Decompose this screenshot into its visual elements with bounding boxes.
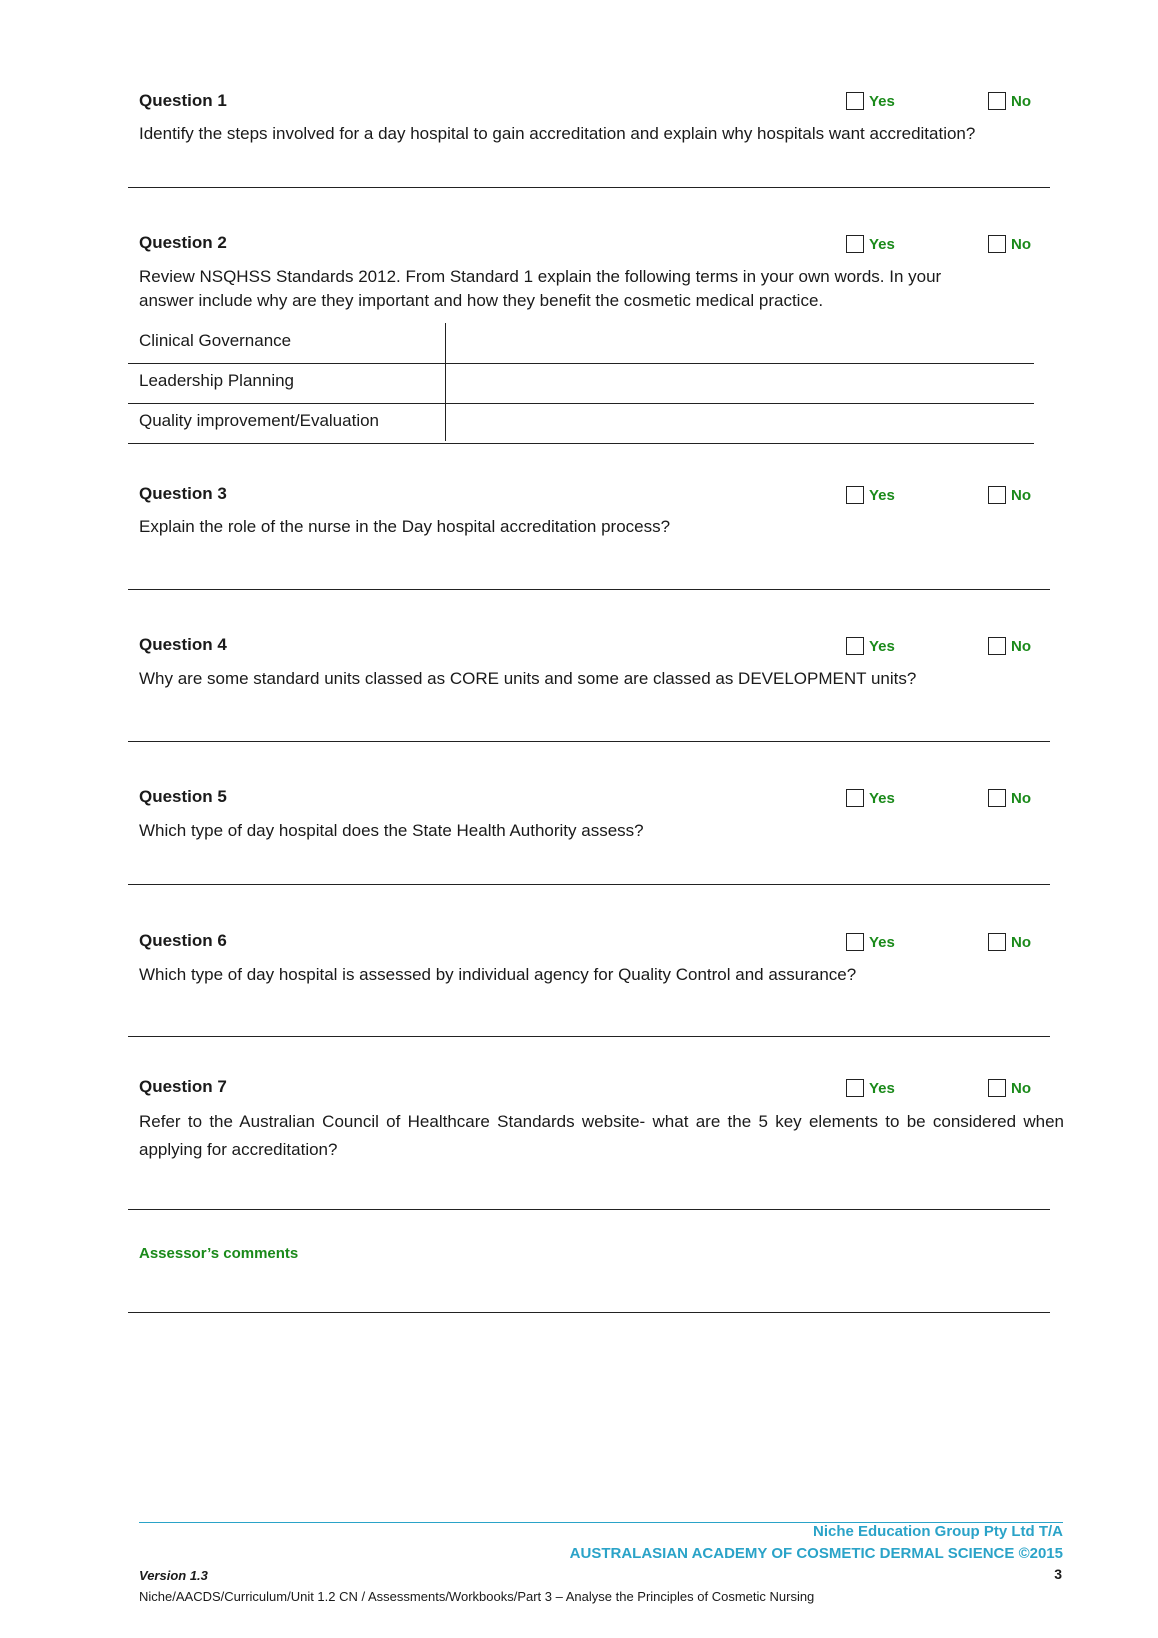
yes-checkbox[interactable]: [846, 235, 864, 253]
question-6-title: Question 6: [139, 931, 227, 950]
question-2-yes[interactable]: [846, 235, 895, 253]
question-2-no[interactable]: [988, 235, 1031, 253]
no-checkbox[interactable]: [988, 1079, 1006, 1097]
answer-line: [128, 1036, 1050, 1037]
assessor-comments-line: [128, 1312, 1050, 1313]
yes-label: Yes: [869, 486, 895, 504]
terms-row-clinical-governance: [128, 323, 1034, 364]
question-7-no[interactable]: [988, 1079, 1031, 1097]
question-7-yes[interactable]: [846, 1079, 895, 1097]
answer-line: [128, 884, 1050, 885]
yes-checkbox[interactable]: [846, 486, 864, 504]
yes-checkbox[interactable]: [846, 1079, 864, 1097]
question-4-no[interactable]: [988, 637, 1031, 655]
question-5-text: Which type of day hospital does the State Health Authority assess?: [139, 821, 644, 840]
no-checkbox[interactable]: [988, 486, 1006, 504]
no-checkbox[interactable]: [988, 235, 1006, 253]
question-7-title: Question 7: [139, 1077, 227, 1096]
question-4-title: Question 4: [139, 635, 227, 654]
question-5-yes[interactable]: [846, 789, 895, 807]
answer-line: [128, 589, 1050, 590]
question-4-text: Why are some standard units classed as CORE units and some are classed as DEVELOPMENT units?: [139, 669, 917, 688]
term-label: Quality improvement/Evaluation: [139, 411, 380, 430]
page-number: 3: [1054, 1566, 1062, 1582]
yes-label: Yes: [869, 789, 895, 807]
answer-line: [128, 187, 1050, 188]
yes-label: Yes: [869, 92, 895, 110]
question-1-yes[interactable]: [846, 92, 895, 110]
question-1-text: Identify the steps involved for a day hospital to gain accreditation and explain why hospitals want accreditation?: [139, 124, 976, 143]
question-6-yes[interactable]: [846, 933, 895, 951]
question-3-title: Question 3: [139, 484, 227, 503]
no-label: No: [1011, 486, 1031, 504]
yes-checkbox[interactable]: [846, 933, 864, 951]
question-3-no[interactable]: [988, 486, 1031, 504]
term-label: Leadership Planning: [139, 371, 295, 390]
question-3-text: Explain the role of the nurse in the Day hospital accreditation process?: [139, 517, 671, 536]
no-checkbox[interactable]: [988, 92, 1006, 110]
no-label: No: [1011, 933, 1031, 951]
assessor-comments-label: Assessor’s comments: [139, 1245, 299, 1262]
answer-line: [128, 741, 1050, 742]
no-checkbox[interactable]: [988, 789, 1006, 807]
question-6-text: Which type of day hospital is assessed by individual agency for Quality Control and assurance?: [139, 965, 857, 984]
question-6-no[interactable]: [988, 933, 1031, 951]
question-1-no[interactable]: [988, 92, 1031, 110]
question-7-text: Refer to the Australian Council of Healthcare Standards website- what are the 5 key elements to be considered when applying for accreditation?: [139, 1112, 1064, 1159]
terms-row-quality-improvement: [128, 403, 1034, 444]
no-label: No: [1011, 637, 1031, 655]
terms-row-leadership-planning: [128, 363, 1034, 404]
no-checkbox[interactable]: [988, 933, 1006, 951]
question-1-title: Question 1: [139, 91, 227, 110]
footer-org-name: Niche Education Group Pty Ltd T/A: [812, 1523, 1063, 1540]
footer-document-path: Niche/AACDS/Curriculum/Unit 1.2 CN / Assessments/Workbooks/Part 3 – Analyse the Principles of Cosmetic Nursing: [139, 1589, 815, 1604]
question-4-yes[interactable]: [846, 637, 895, 655]
no-label: No: [1011, 1079, 1031, 1097]
yes-label: Yes: [869, 1079, 895, 1097]
table-column-divider: [445, 323, 446, 441]
term-label: Clinical Governance: [139, 331, 292, 350]
question-5-title: Question 5: [139, 787, 227, 806]
question-2-title: Question 2: [139, 233, 227, 252]
answer-line: [128, 1209, 1050, 1210]
footer-version: Version 1.3: [139, 1568, 208, 1583]
yes-checkbox[interactable]: [846, 789, 864, 807]
yes-label: Yes: [869, 933, 895, 951]
yes-label: Yes: [869, 637, 895, 655]
no-label: No: [1011, 235, 1031, 253]
yes-label: Yes: [869, 235, 895, 253]
question-5-no[interactable]: [988, 789, 1031, 807]
no-checkbox[interactable]: [988, 637, 1006, 655]
footer-academy-name: AUSTRALASIAN ACADEMY OF COSMETIC DERMAL SCIENCE ©2015: [569, 1545, 1063, 1562]
question-2-text: Review NSQHSS Standards 2012. From Standard 1 explain the following terms in your own words. In your answer include why are they important and how they benefit the cosmetic medical practice.: [139, 267, 942, 310]
yes-checkbox[interactable]: [846, 92, 864, 110]
no-label: No: [1011, 789, 1031, 807]
yes-checkbox[interactable]: [846, 637, 864, 655]
question-3-yes[interactable]: [846, 486, 895, 504]
no-label: No: [1011, 92, 1031, 110]
